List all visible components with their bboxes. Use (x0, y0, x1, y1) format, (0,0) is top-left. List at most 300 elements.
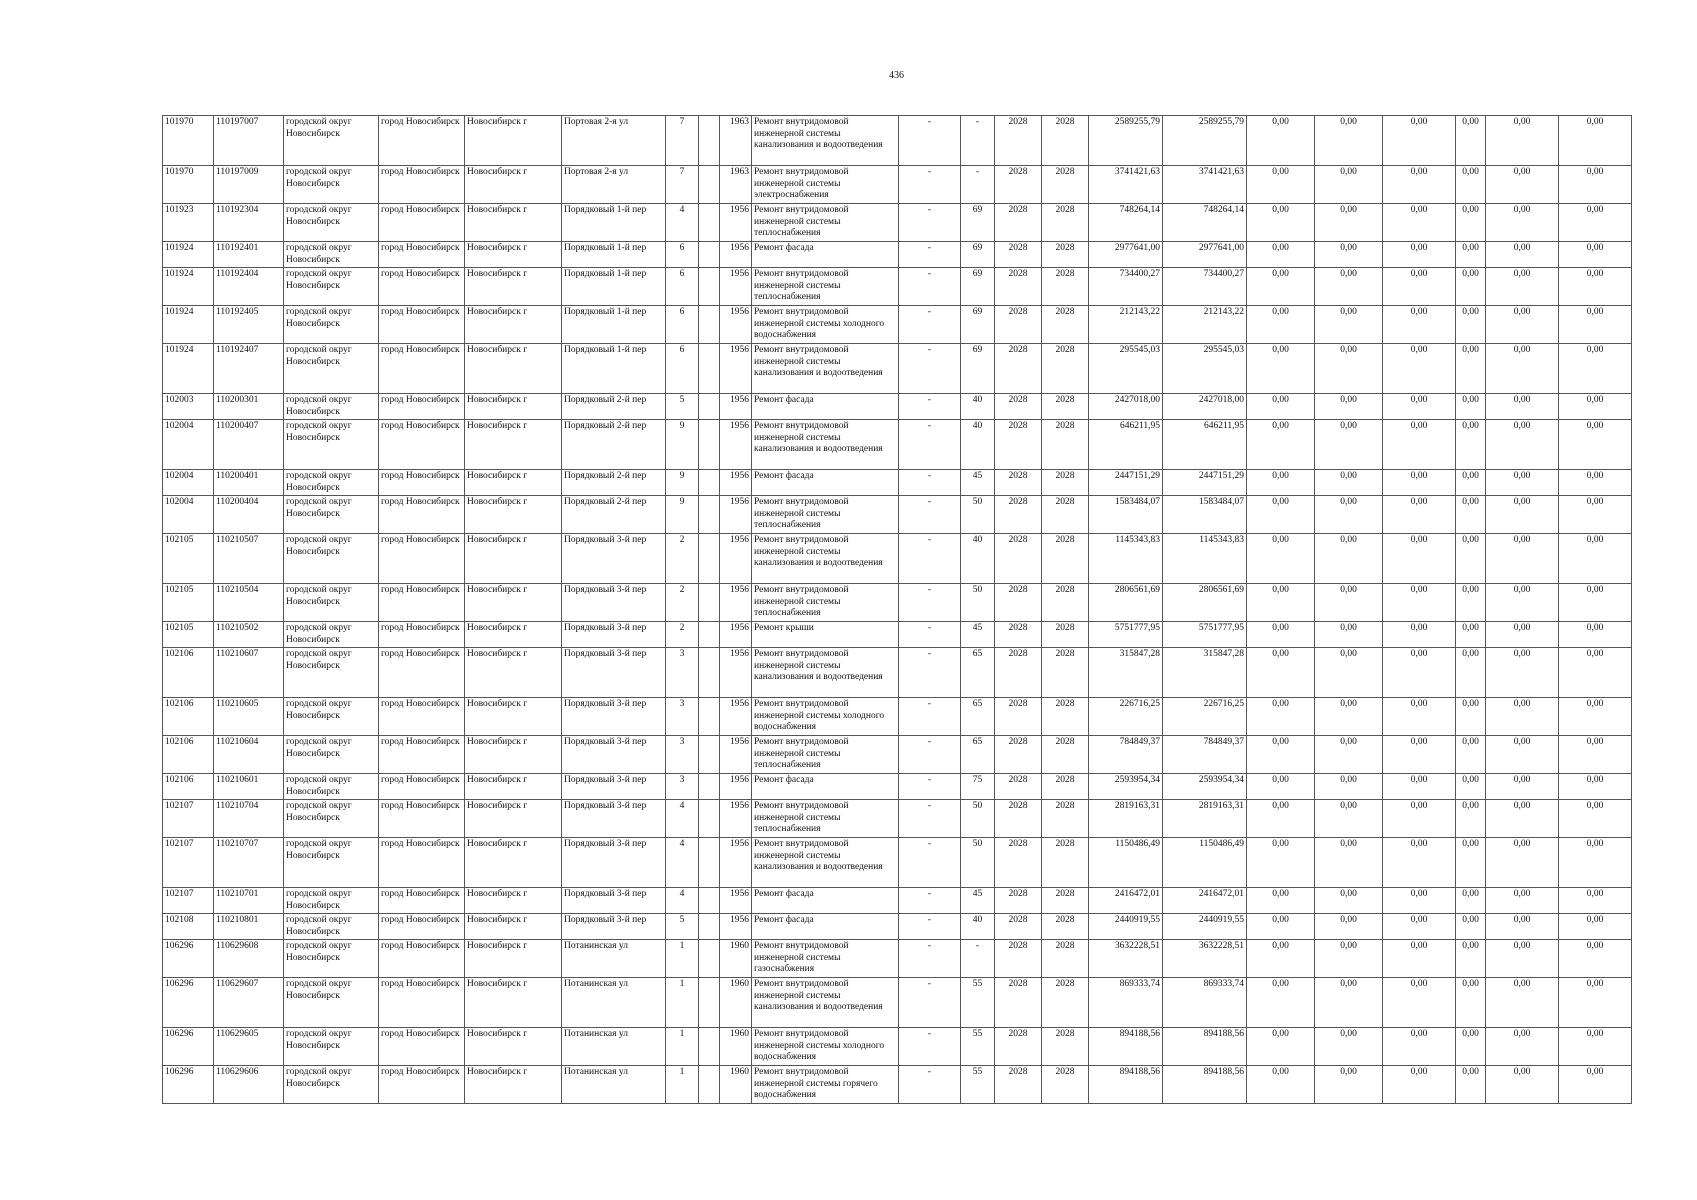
table-cell: 734400,27 (1163, 268, 1247, 306)
table-cell: 0,00 (1383, 420, 1456, 470)
table-cell: 0,00 (1559, 914, 1632, 940)
table-cell: городской округ Новосибирск (284, 116, 379, 166)
table-cell: - (899, 584, 961, 622)
table-cell: 2819163,31 (1163, 800, 1247, 838)
table-cell: город Новосибирск (379, 736, 465, 774)
table-cell: 2028 (995, 268, 1042, 306)
table-cell: 0,00 (1456, 978, 1486, 1028)
table-cell: город Новосибирск (379, 496, 465, 534)
table-cell: 2806561,69 (1163, 584, 1247, 622)
table-cell: 2028 (1042, 470, 1089, 496)
table-cell: 1956 (720, 534, 752, 584)
table-row (163, 584, 1632, 622)
table-cell: 0,00 (1486, 116, 1559, 166)
table-cell: 0,00 (1247, 394, 1315, 420)
table-cell: 0,00 (1315, 914, 1383, 940)
table-cell: 40 (961, 534, 995, 584)
table-cell: 1956 (720, 420, 752, 470)
table-cell: 0,00 (1456, 800, 1486, 838)
table-cell: 2028 (1042, 1066, 1089, 1104)
table-cell: город Новосибирск (379, 622, 465, 648)
table-cell (699, 622, 720, 648)
table-cell: 110192405 (214, 306, 284, 344)
table-cell: 2028 (995, 698, 1042, 736)
table-cell: - (961, 166, 995, 204)
repair-program-table (162, 115, 1632, 1104)
table-row (163, 306, 1632, 344)
table-cell: 1956 (720, 888, 752, 914)
table-cell: 0,00 (1315, 648, 1383, 698)
table-cell: - (899, 774, 961, 800)
table-cell: 3632228,51 (1163, 940, 1247, 978)
table-cell: 6 (666, 268, 699, 306)
table-cell: 110200404 (214, 496, 284, 534)
table-cell: Ремонт фасада (752, 394, 899, 420)
table-cell: 2028 (995, 306, 1042, 344)
table-cell: 2819163,31 (1089, 800, 1163, 838)
table-cell: 1960 (720, 1028, 752, 1066)
table-cell: 9 (666, 420, 699, 470)
table-cell: 1960 (720, 1066, 752, 1104)
table-cell: Ремонт внутридомовой инженерной системы канализования и водоотведения (752, 978, 899, 1028)
table-cell: 0,00 (1456, 648, 1486, 698)
table-cell: 50 (961, 584, 995, 622)
table-cell: Порядковый 1-й пер (562, 268, 666, 306)
table-cell: 2028 (1042, 166, 1089, 204)
table-cell: 0,00 (1559, 888, 1632, 914)
table-cell (699, 306, 720, 344)
table-cell: 0,00 (1456, 420, 1486, 470)
table-cell: 110210605 (214, 698, 284, 736)
table-cell: 1956 (720, 914, 752, 940)
table-cell: 0,00 (1486, 204, 1559, 242)
table-cell: городской округ Новосибирск (284, 914, 379, 940)
table-cell: 0,00 (1456, 116, 1486, 166)
table-cell: 2 (666, 622, 699, 648)
table-cell: 0,00 (1456, 496, 1486, 534)
table-cell: 0,00 (1315, 204, 1383, 242)
table-cell: 1956 (720, 470, 752, 496)
table-cell: 2028 (1042, 940, 1089, 978)
table-cell (699, 496, 720, 534)
table-cell: городской округ Новосибирск (284, 268, 379, 306)
table-cell (699, 648, 720, 698)
table-cell: 5751777,95 (1089, 622, 1163, 648)
table-cell: город Новосибирск (379, 204, 465, 242)
table-cell: 0,00 (1559, 496, 1632, 534)
table-cell: 0,00 (1247, 268, 1315, 306)
table-cell: Новосибирск г (465, 394, 562, 420)
table-cell: 9 (666, 470, 699, 496)
table-row (163, 116, 1632, 166)
table-cell: 7 (666, 116, 699, 166)
table-cell (699, 698, 720, 736)
table-cell: 0,00 (1315, 394, 1383, 420)
table-cell: 1956 (720, 584, 752, 622)
table-cell: Новосибирск г (465, 344, 562, 394)
table-row (163, 1066, 1632, 1104)
table-cell: 2028 (1042, 420, 1089, 470)
table-cell: 110629607 (214, 978, 284, 1028)
table-cell: 3741421,63 (1163, 166, 1247, 204)
table-cell: Порядковый 1-й пер (562, 242, 666, 268)
table-cell: 2593954,34 (1089, 774, 1163, 800)
table-cell: 0,00 (1383, 774, 1456, 800)
table-cell: 0,00 (1486, 774, 1559, 800)
table-cell: 226716,25 (1089, 698, 1163, 736)
table-cell: 102105 (163, 622, 214, 648)
table-cell: 0,00 (1559, 978, 1632, 1028)
table-cell: 2028 (1042, 496, 1089, 534)
table-cell: 2977641,00 (1089, 242, 1163, 268)
table-cell: Порядковый 3-й пер (562, 888, 666, 914)
table-cell: Новосибирск г (465, 800, 562, 838)
table-cell: Новосибирск г (465, 242, 562, 268)
table-cell: - (961, 116, 995, 166)
table-cell: 1150486,49 (1163, 838, 1247, 888)
table-cell: 2416472,01 (1089, 888, 1163, 914)
table-cell: 106296 (163, 1066, 214, 1104)
table-cell: 0,00 (1315, 534, 1383, 584)
table-cell: - (899, 344, 961, 394)
table-cell: - (899, 648, 961, 698)
table-cell: городской округ Новосибирск (284, 1066, 379, 1104)
table-cell: 0,00 (1247, 736, 1315, 774)
table-cell: 102107 (163, 800, 214, 838)
table-cell: - (899, 888, 961, 914)
table-cell: 0,00 (1559, 394, 1632, 420)
table-cell: 102108 (163, 914, 214, 940)
table-cell: 55 (961, 1028, 995, 1066)
table-cell: 894188,56 (1163, 1066, 1247, 1104)
table-cell: 1956 (720, 838, 752, 888)
table-cell: Порядковый 3-й пер (562, 774, 666, 800)
table-cell: Новосибирск г (465, 420, 562, 470)
table-cell (699, 394, 720, 420)
table-cell: 1956 (720, 268, 752, 306)
table-cell: - (899, 914, 961, 940)
table-cell: 4 (666, 800, 699, 838)
table-cell: 2028 (995, 534, 1042, 584)
table-cell: городской округ Новосибирск (284, 940, 379, 978)
table-cell: 0,00 (1486, 838, 1559, 888)
table-cell: 0,00 (1315, 622, 1383, 648)
table-cell: 110210704 (214, 800, 284, 838)
table-cell: 748264,14 (1163, 204, 1247, 242)
table-cell: 0,00 (1559, 774, 1632, 800)
table-cell: 0,00 (1486, 496, 1559, 534)
table-cell: 0,00 (1559, 116, 1632, 166)
table-cell: 0,00 (1315, 1028, 1383, 1066)
table-cell: 2427018,00 (1089, 394, 1163, 420)
table-cell: 40 (961, 394, 995, 420)
table-cell: городской округ Новосибирск (284, 698, 379, 736)
table-cell: 0,00 (1315, 698, 1383, 736)
table-cell: 101924 (163, 268, 214, 306)
table-cell: 0,00 (1383, 648, 1456, 698)
table-cell: 0,00 (1247, 888, 1315, 914)
table-cell: 110210801 (214, 914, 284, 940)
table-cell: - (899, 420, 961, 470)
table-cell: 0,00 (1456, 888, 1486, 914)
table-cell: 0,00 (1315, 344, 1383, 394)
table-cell: 110192404 (214, 268, 284, 306)
table-cell: 2589255,79 (1163, 116, 1247, 166)
table-cell: 101924 (163, 242, 214, 268)
table-cell: 2977641,00 (1163, 242, 1247, 268)
table-cell: город Новосибирск (379, 420, 465, 470)
table-cell: 6 (666, 306, 699, 344)
table-cell: 2427018,00 (1163, 394, 1247, 420)
table-cell: город Новосибирск (379, 838, 465, 888)
table-cell (699, 268, 720, 306)
table-cell: городской округ Новосибирск (284, 204, 379, 242)
table-cell: 0,00 (1456, 268, 1486, 306)
table-cell: 110629605 (214, 1028, 284, 1066)
table-cell: Порядковый 3-й пер (562, 914, 666, 940)
table-cell: 1145343,83 (1089, 534, 1163, 584)
table-cell: Порядковый 3-й пер (562, 534, 666, 584)
table-cell: 50 (961, 496, 995, 534)
table-cell: 0,00 (1456, 344, 1486, 394)
table-cell: 0,00 (1315, 1066, 1383, 1104)
table-row (163, 622, 1632, 648)
table-cell: 0,00 (1383, 978, 1456, 1028)
table-cell: Ремонт внутридомовой инженерной системы холодного водоснабжения (752, 306, 899, 344)
table-row (163, 394, 1632, 420)
table-cell: Новосибирск г (465, 204, 562, 242)
table-row (163, 268, 1632, 306)
table-cell: 0,00 (1383, 394, 1456, 420)
table-cell: Ремонт фасада (752, 774, 899, 800)
table-cell: 110200401 (214, 470, 284, 496)
table-cell: городской округ Новосибирск (284, 622, 379, 648)
table-cell (699, 420, 720, 470)
table-cell: Новосибирск г (465, 116, 562, 166)
table-cell: 110210507 (214, 534, 284, 584)
table-cell (699, 470, 720, 496)
table-row (163, 648, 1632, 698)
table-cell: Новосибирск г (465, 470, 562, 496)
table-cell: 0,00 (1456, 534, 1486, 584)
table-cell: 2028 (995, 940, 1042, 978)
table-cell: 2028 (1042, 344, 1089, 394)
table-cell: Порядковый 3-й пер (562, 622, 666, 648)
table-cell: 0,00 (1559, 420, 1632, 470)
table-cell: 0,00 (1486, 306, 1559, 344)
table-cell: 0,00 (1559, 534, 1632, 584)
table-cell (699, 736, 720, 774)
table-cell: 110210604 (214, 736, 284, 774)
table-cell: 0,00 (1559, 800, 1632, 838)
table-cell: 0,00 (1559, 698, 1632, 736)
table-cell: 0,00 (1247, 838, 1315, 888)
table-cell: Ремонт внутридомовой инженерной системы теплоснабжения (752, 800, 899, 838)
table-cell: 0,00 (1383, 888, 1456, 914)
table-cell: Порядковый 1-й пер (562, 306, 666, 344)
table-cell: Новосибирск г (465, 774, 562, 800)
table-cell: 0,00 (1559, 648, 1632, 698)
table-cell (699, 242, 720, 268)
table-cell: 0,00 (1383, 1028, 1456, 1066)
table-cell: 0,00 (1559, 940, 1632, 978)
table-cell: 45 (961, 622, 995, 648)
table-cell: 110192407 (214, 344, 284, 394)
table-cell: 45 (961, 888, 995, 914)
table-cell: 50 (961, 800, 995, 838)
table-cell: город Новосибирск (379, 306, 465, 344)
table-cell: Ремонт внутридомовой инженерной системы газоснабжения (752, 940, 899, 978)
table-cell: Ремонт внутридомовой инженерной системы теплоснабжения (752, 584, 899, 622)
table-cell: 0,00 (1247, 648, 1315, 698)
table-row (163, 470, 1632, 496)
table-cell: город Новосибирск (379, 698, 465, 736)
table-cell: 0,00 (1486, 344, 1559, 394)
table-cell: 2028 (995, 888, 1042, 914)
table-cell: 0,00 (1456, 242, 1486, 268)
page-number: 436 (889, 70, 904, 81)
table-cell: 0,00 (1486, 978, 1559, 1028)
table-cell: 6 (666, 344, 699, 394)
table-cell: 5 (666, 394, 699, 420)
table-row (163, 1028, 1632, 1066)
table-cell: 0,00 (1247, 914, 1315, 940)
table-cell: - (899, 394, 961, 420)
table-cell: 0,00 (1315, 736, 1383, 774)
table-cell: 2028 (1042, 698, 1089, 736)
table-cell: 2806561,69 (1089, 584, 1163, 622)
table-cell: город Новосибирск (379, 242, 465, 268)
table-cell: 0,00 (1456, 698, 1486, 736)
table-cell: 0,00 (1456, 838, 1486, 888)
table-row (163, 420, 1632, 470)
table-cell: Ремонт крыши (752, 622, 899, 648)
table-cell: Новосибирск г (465, 1066, 562, 1104)
table-cell: 0,00 (1315, 268, 1383, 306)
table-cell: 0,00 (1456, 306, 1486, 344)
table-row (163, 698, 1632, 736)
table-cell: 0,00 (1315, 116, 1383, 166)
table-cell: 0,00 (1486, 888, 1559, 914)
table-cell: Новосибирск г (465, 698, 562, 736)
table-cell: 110210504 (214, 584, 284, 622)
table-cell: 102004 (163, 420, 214, 470)
table-cell: 2028 (1042, 306, 1089, 344)
table-cell: 2589255,79 (1089, 116, 1163, 166)
table-cell: 0,00 (1559, 242, 1632, 268)
table-cell: 646211,95 (1163, 420, 1247, 470)
table-cell: 3 (666, 774, 699, 800)
table-cell: 0,00 (1456, 166, 1486, 204)
table-cell: 0,00 (1456, 736, 1486, 774)
table-cell: 102106 (163, 774, 214, 800)
table-cell: городской округ Новосибирск (284, 648, 379, 698)
table-cell: Новосибирск г (465, 736, 562, 774)
table-cell: 0,00 (1247, 940, 1315, 978)
table-cell: 0,00 (1559, 344, 1632, 394)
table-cell: 110210502 (214, 622, 284, 648)
table-cell: 55 (961, 978, 995, 1028)
table-cell: 0,00 (1486, 268, 1559, 306)
table-cell: 1 (666, 1028, 699, 1066)
table-cell: 0,00 (1456, 914, 1486, 940)
table-cell: 0,00 (1486, 242, 1559, 268)
table-cell: 2028 (1042, 534, 1089, 584)
table-cell: - (899, 242, 961, 268)
table-cell: 0,00 (1559, 166, 1632, 204)
table-cell: Ремонт внутридомовой инженерной системы канализования и водоотведения (752, 838, 899, 888)
table-cell: 2 (666, 584, 699, 622)
table-cell (699, 584, 720, 622)
table-cell: 748264,14 (1089, 204, 1163, 242)
table-cell: городской округ Новосибирск (284, 888, 379, 914)
table-cell: 1956 (720, 394, 752, 420)
table-cell: Новосибирск г (465, 648, 562, 698)
table-cell: 102106 (163, 736, 214, 774)
table-cell: 0,00 (1315, 838, 1383, 888)
table-cell: 2028 (995, 800, 1042, 838)
table-cell (699, 978, 720, 1028)
table-cell: - (899, 306, 961, 344)
table-cell: 2028 (1042, 116, 1089, 166)
table-cell: городской округ Новосибирск (284, 978, 379, 1028)
table-cell: 1956 (720, 648, 752, 698)
table-cell: 0,00 (1315, 888, 1383, 914)
table-cell: 106296 (163, 940, 214, 978)
table-cell: 2 (666, 534, 699, 584)
table-cell: 0,00 (1383, 940, 1456, 978)
table-cell: 1960 (720, 978, 752, 1028)
table-cell: 0,00 (1247, 584, 1315, 622)
table-cell: 0,00 (1456, 394, 1486, 420)
table-cell: Порядковый 3-й пер (562, 838, 666, 888)
table-cell: 0,00 (1486, 698, 1559, 736)
table-cell: 69 (961, 204, 995, 242)
table-cell: город Новосибирск (379, 940, 465, 978)
table-row (163, 496, 1632, 534)
table-cell: 295545,03 (1163, 344, 1247, 394)
table-cell: 110629606 (214, 1066, 284, 1104)
table-cell: 2028 (1042, 584, 1089, 622)
table-cell: 2028 (995, 648, 1042, 698)
table-cell: 40 (961, 420, 995, 470)
table-cell: - (899, 940, 961, 978)
table-cell: 6 (666, 242, 699, 268)
table-cell: 1956 (720, 622, 752, 648)
table-cell: 1 (666, 940, 699, 978)
table-cell: городской округ Новосибирск (284, 534, 379, 584)
table-cell: 106296 (163, 1028, 214, 1066)
table-cell: Новосибирск г (465, 940, 562, 978)
table-cell: Порядковый 2-й пер (562, 420, 666, 470)
table-cell: 65 (961, 698, 995, 736)
table-cell: 0,00 (1383, 534, 1456, 584)
table-cell: 106296 (163, 978, 214, 1028)
table-cell: город Новосибирск (379, 584, 465, 622)
table-cell: 110210607 (214, 648, 284, 698)
table-cell: город Новосибирск (379, 534, 465, 584)
table-cell: 226716,25 (1163, 698, 1247, 736)
table-cell: 2028 (1042, 394, 1089, 420)
table-cell: 65 (961, 736, 995, 774)
table-cell: Ремонт внутридомовой инженерной системы электроснабжения (752, 166, 899, 204)
table-cell: 2028 (995, 344, 1042, 394)
table-cell: город Новосибирск (379, 914, 465, 940)
table-cell: 0,00 (1456, 1066, 1486, 1104)
table-row (163, 774, 1632, 800)
table-cell: 0,00 (1247, 420, 1315, 470)
table-cell: городской округ Новосибирск (284, 394, 379, 420)
